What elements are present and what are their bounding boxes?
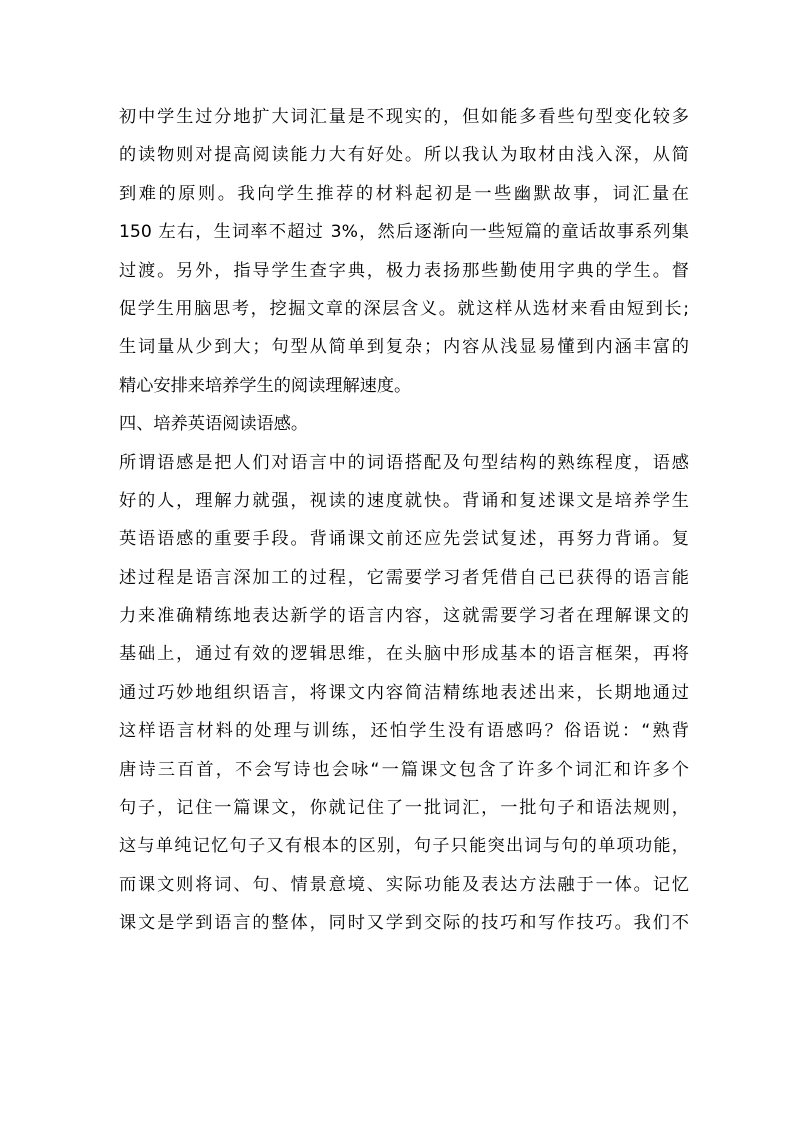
text-line: 初中学生过分地扩大词汇量是不现实的，但如能多看些句型变化较多 bbox=[119, 107, 689, 127]
text-line: 过渡。另外，指导学生查字典，极力表扬那些勤使用字典的学生。督 bbox=[119, 260, 689, 281]
body-text bbox=[119, 98, 689, 943]
text-line: 课文是学到语言的整体，同时又学到交际的技巧和写作技巧。我们不 bbox=[119, 913, 689, 934]
text-line: 生词量从少到大；句型从简单到复杂；内容从浅显易懂到内涵丰富的 bbox=[119, 337, 689, 358]
section-heading: 四、培养英语阅读语感。 bbox=[119, 414, 309, 435]
text-line: 150 左右，生词率不超过 3%，然后逐渐向一些短篇的童话故事系列集 bbox=[119, 222, 689, 243]
text-line: 到难的原则。我向学生推荐的材料起初是一些幽默故事，词汇量在 bbox=[119, 183, 689, 204]
text-line: 英语语感的重要手段。背诵课文前还应先尝试复述，再努力背诵。复 bbox=[119, 529, 689, 550]
text-line: 述过程是语言深加工的过程，它需要学习者凭借自己已获得的语言能 bbox=[119, 567, 689, 588]
text-line: 基础上，通过有效的逻辑思维，在头脑中形成基本的语言框架，再将 bbox=[119, 644, 689, 665]
text-line: 这样语言材料的处理与训练，还怕学生没有语感吗？俗语说：“熟背 bbox=[119, 721, 689, 742]
text-line: 精心安排来培养学生的阅读理解速度。 bbox=[119, 375, 412, 396]
text-line: 这与单纯记忆句子又有根本的区别，句子只能突出词与句的单项功能， bbox=[119, 836, 689, 857]
text-line: 唐诗三百首，不会写诗也会咏“一篇课文包含了许多个词汇和许多个 bbox=[119, 759, 689, 780]
text-line: 促学生用脑思考，挖掘文章的深层含义。就这样从选材来看由短到长; bbox=[119, 298, 689, 319]
text-line: 句子，记住一篇课文，你就记住了一批词汇，一批句子和语法规则， bbox=[119, 798, 689, 819]
text-line: 通过巧妙地组织语言，将课文内容简洁精练地表述出来，长期地通过 bbox=[119, 682, 689, 703]
text-line: 好的人，理解力就强，视读的速度就快。背诵和复述课文是培养学生 bbox=[119, 490, 689, 511]
text-line: 所谓语感是把人们对语言中的词语搭配及句型结构的熟练程度，语感 bbox=[119, 452, 689, 473]
text-line: 而课文则将词、句、情景意境、实际功能及表达方法融于一体。记忆 bbox=[119, 874, 689, 895]
text-line: 的读物则对提高阅读能力大有好处。所以我认为取材由浅入深，从简 bbox=[119, 145, 689, 166]
text-line: 力来准确精练地表达新学的语言内容，这就需要学习者在理解课文的 bbox=[119, 606, 689, 627]
